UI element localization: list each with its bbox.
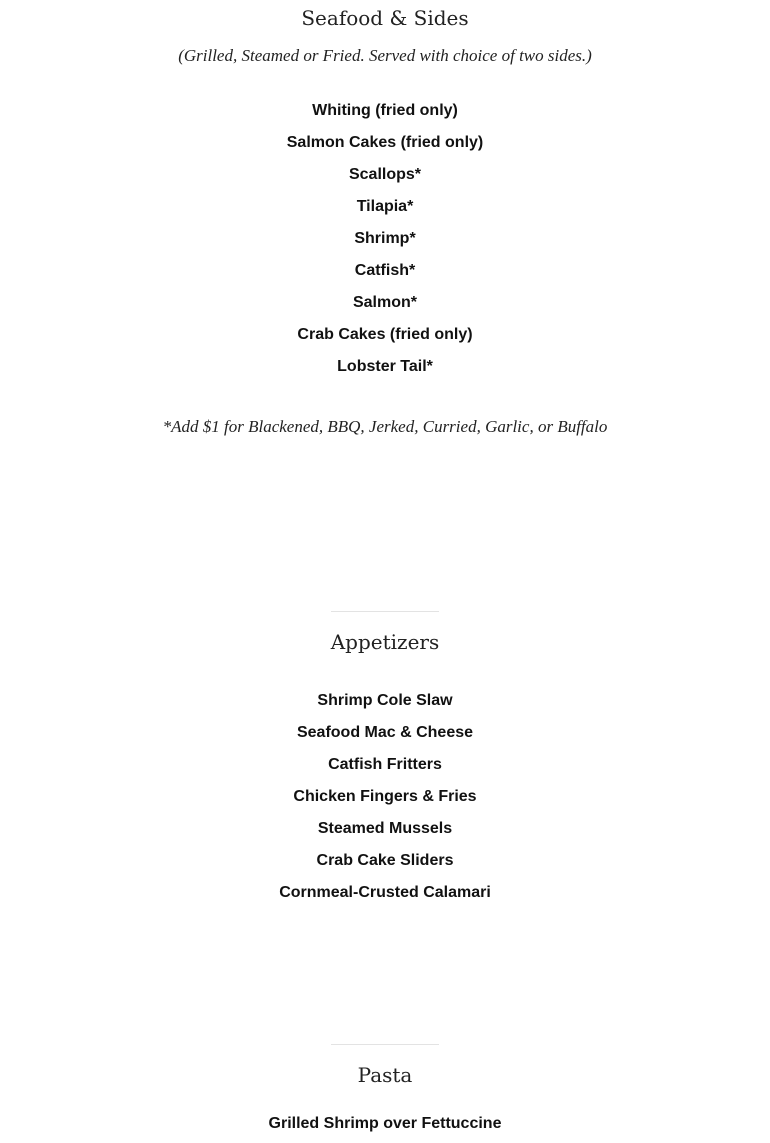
menu-item: Scallops* bbox=[348, 166, 422, 183]
pasta-section-title: Pasta bbox=[357, 1063, 413, 1087]
menu-item: Shrimp* bbox=[354, 230, 416, 247]
menu-item: Cornmeal-Crusted Calamari bbox=[279, 884, 491, 901]
seafood-price-note: *Add $1 for Blackened, BBQ, Jerked, Curried, Garlic, or Buffalo bbox=[162, 417, 608, 436]
menu-item: Crab Cakes (fried only) bbox=[297, 326, 473, 343]
appetizers-item-list bbox=[0, 685, 770, 909]
menu-item: Chicken Fingers & Fries bbox=[293, 788, 477, 805]
menu-item: Salmon Cakes (fried only) bbox=[286, 134, 484, 151]
menu-item: Tilapia* bbox=[356, 198, 414, 215]
menu-item: Seafood Mac & Cheese bbox=[296, 724, 474, 741]
pasta-item-list bbox=[0, 1108, 770, 1140]
menu-item: Lobster Tail* bbox=[337, 358, 433, 375]
menu-item: Grilled Shrimp over Fettuccine bbox=[268, 1115, 502, 1132]
menu-item: Shrimp Cole Slaw bbox=[317, 692, 453, 709]
appetizers-section-title: Appetizers bbox=[330, 630, 440, 654]
menu-item: Salmon* bbox=[352, 294, 417, 311]
menu-item: Catfish Fritters bbox=[328, 756, 442, 773]
section-divider bbox=[331, 611, 439, 612]
seafood-item-list bbox=[0, 95, 770, 383]
menu-item: Steamed Mussels bbox=[317, 820, 453, 837]
section-divider bbox=[331, 1044, 439, 1045]
menu-item: Catfish* bbox=[354, 262, 416, 279]
seafood-section-title: Seafood & Sides bbox=[301, 6, 469, 30]
menu-item: Crab Cake Sliders bbox=[316, 852, 454, 869]
seafood-section-subtitle: (Grilled, Steamed or Fried. Served with choice of two sides.) bbox=[178, 46, 592, 65]
menu-item: Whiting (fried only) bbox=[312, 102, 458, 119]
